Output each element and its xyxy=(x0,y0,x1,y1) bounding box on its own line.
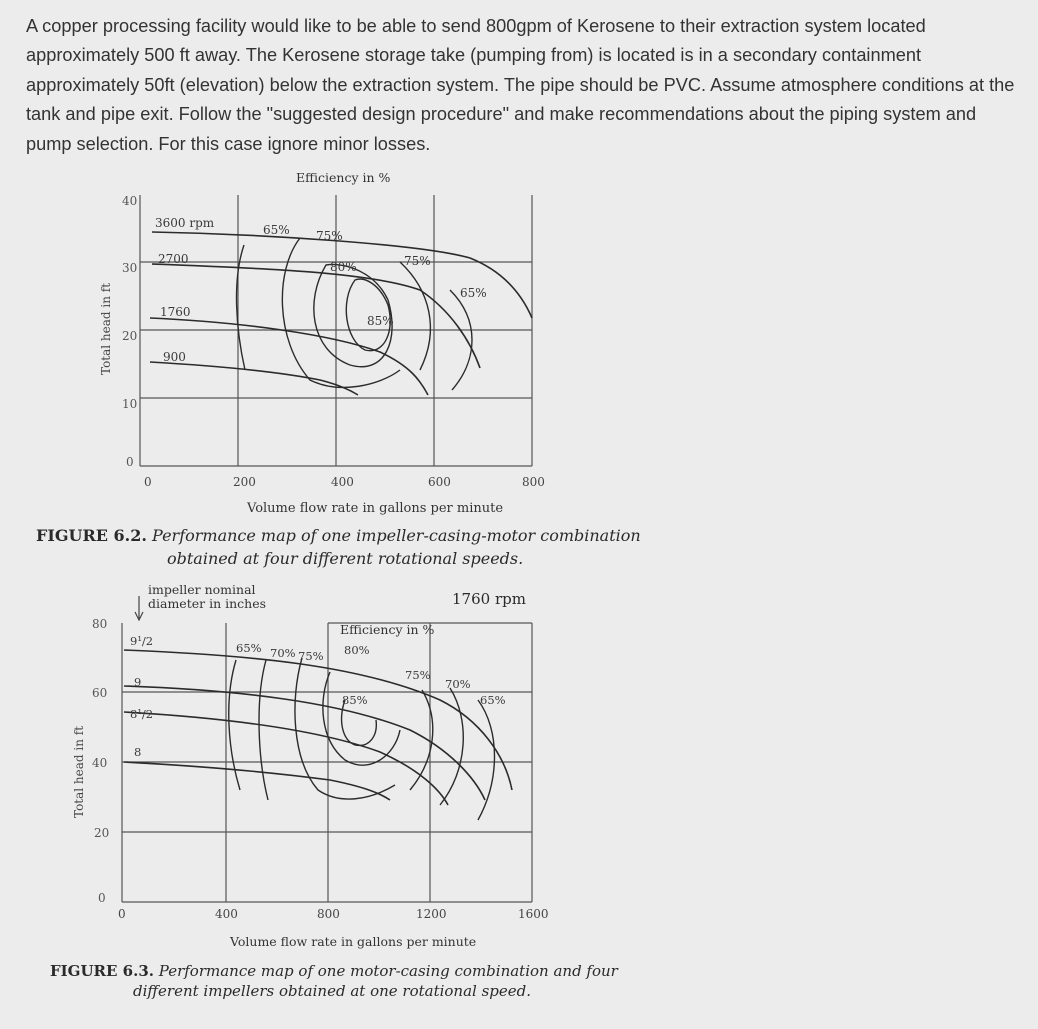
fig62-eff-label: 75% xyxy=(316,229,343,243)
fig63-ylabel: Total head in ft xyxy=(72,725,86,818)
fig63-xlabel: Volume flow rate in gallons per minute xyxy=(230,934,477,949)
fig63-grid xyxy=(122,623,532,902)
fig63-eff-label: 65% xyxy=(236,641,262,655)
fig63-series-label: 9¹/2 xyxy=(130,634,154,648)
fig63-caption-text1: Performance map of one motor-casing combination and four xyxy=(158,962,618,980)
fig62-caption-label: FIGURE 6.2. xyxy=(36,526,147,545)
fig63-caption-line1 xyxy=(50,962,618,980)
fig62-eff-label: 85% xyxy=(367,314,394,328)
fig63-impeller-label-2: diameter in inches xyxy=(148,596,267,611)
fig62-ytick: 10 xyxy=(122,397,138,411)
fig62-caption-text1: Performance map of one impeller-casing-motor combination xyxy=(152,526,641,545)
fig62-ytick: 30 xyxy=(122,261,138,275)
fig63-eff-label: 65% xyxy=(480,693,506,707)
fig62-ylabel: Total head in ft xyxy=(99,282,113,375)
fig63-eff-label: 75% xyxy=(298,649,324,663)
fig63-xtick: 1200 xyxy=(416,907,447,921)
fig63-caption-label: FIGURE 6.3. xyxy=(50,962,154,980)
fig62-caption-text2: obtained at four different rotational speeds. xyxy=(167,549,524,568)
fig62-eff-label: 65% xyxy=(460,286,487,300)
fig63-curve-9 xyxy=(124,686,485,800)
fig63-efficiency-contours xyxy=(229,658,495,820)
fig63-eff-label: 80% xyxy=(344,643,370,657)
fig62-grid xyxy=(140,195,532,466)
fig62-series-label: 1760 xyxy=(160,305,191,319)
fig63-eff-label: 70% xyxy=(270,646,296,660)
fig62-caption-line1 xyxy=(36,526,641,545)
fig63-eff-label: 75% xyxy=(405,668,431,682)
fig63-impeller-label-1: impeller nominal xyxy=(148,582,256,597)
fig63-speed-label: 1760 rpm xyxy=(452,590,526,608)
fig62-xtick: 200 xyxy=(233,475,256,489)
fig62-series-label: 2700 xyxy=(158,252,189,266)
fig63-ytick: 40 xyxy=(92,756,108,770)
fig63-ytick: 20 xyxy=(94,826,110,840)
fig62-efficiency-contours xyxy=(237,238,472,390)
figure-6-3 xyxy=(72,582,549,949)
fig63-xtick: 800 xyxy=(317,907,340,921)
fig63-caption-line2 xyxy=(133,982,531,1000)
fig62-curve-1760 xyxy=(150,318,428,395)
fig63-curve-8-5 xyxy=(124,712,448,805)
fig63-xtick: 400 xyxy=(215,907,238,921)
fig62-eff-label: 65% xyxy=(263,223,290,237)
fig62-ytick: 0 xyxy=(126,455,134,469)
fig63-eff-label: 85% xyxy=(342,693,368,707)
fig63-ytick: 60 xyxy=(92,686,108,700)
fig63-series-label: 8 xyxy=(134,745,142,759)
fig63-xtick: 0 xyxy=(118,907,126,921)
fig62-xtick: 600 xyxy=(428,475,451,489)
figure-6-2 xyxy=(99,170,545,516)
fig62-xlabel: Volume flow rate in gallons per minute xyxy=(247,501,504,516)
fig63-ytick: 0 xyxy=(98,891,106,905)
fig62-xtick: 400 xyxy=(331,475,354,489)
fig62-xtick: 800 xyxy=(522,475,545,489)
fig63-title: Efficiency in % xyxy=(340,622,435,637)
fig63-ytick: 80 xyxy=(92,617,108,631)
fig62-series-label: 900 xyxy=(163,350,186,364)
fig63-eff-label: 70% xyxy=(445,677,471,691)
fig62-series-label: 3600 rpm xyxy=(155,216,215,230)
fig63-caption-text2: different impellers obtained at one rotational speed. xyxy=(133,982,532,1000)
fig62-xtick: 0 xyxy=(144,475,152,489)
fig63-curve-8 xyxy=(124,762,390,800)
problem-statement: A copper processing facility would like to be able to send 800gpm of Kerosene to their extraction system located approximately 500 ft away. The Kerosene storage take (pumping from) is located is in a secondary containment approximately 50ft (elevation) below the extraction system. The pipe should be PVC. Assume atmosphere conditions at the tank and pipe exit. Follow the "suggested design procedure" and make recommendations about the piping system and pump selection. For this case ignore minor losses. xyxy=(26,16,1015,154)
fig62-title: Efficiency in % xyxy=(296,170,391,185)
fig63-curve-9-5 xyxy=(124,650,512,790)
fig62-ytick: 20 xyxy=(122,329,138,343)
fig63-head-curves xyxy=(124,650,512,805)
fig62-head-curves xyxy=(150,232,532,395)
fig62-curve-900 xyxy=(150,362,358,395)
fig62-eff-label: 75% xyxy=(404,254,431,268)
fig62-ytick: 40 xyxy=(122,194,138,208)
fig62-curve-3600 xyxy=(152,232,532,318)
fig62-curve-2700 xyxy=(152,264,480,368)
fig63-series-label: 8¹/2 xyxy=(130,707,154,721)
fig63-xtick: 1600 xyxy=(518,907,549,921)
fig62-caption-line2 xyxy=(167,549,523,568)
fig62-eff-label: 80% xyxy=(330,260,357,274)
fig63-series-label: 9 xyxy=(134,675,142,689)
fig63-impeller-arrow xyxy=(135,596,143,620)
